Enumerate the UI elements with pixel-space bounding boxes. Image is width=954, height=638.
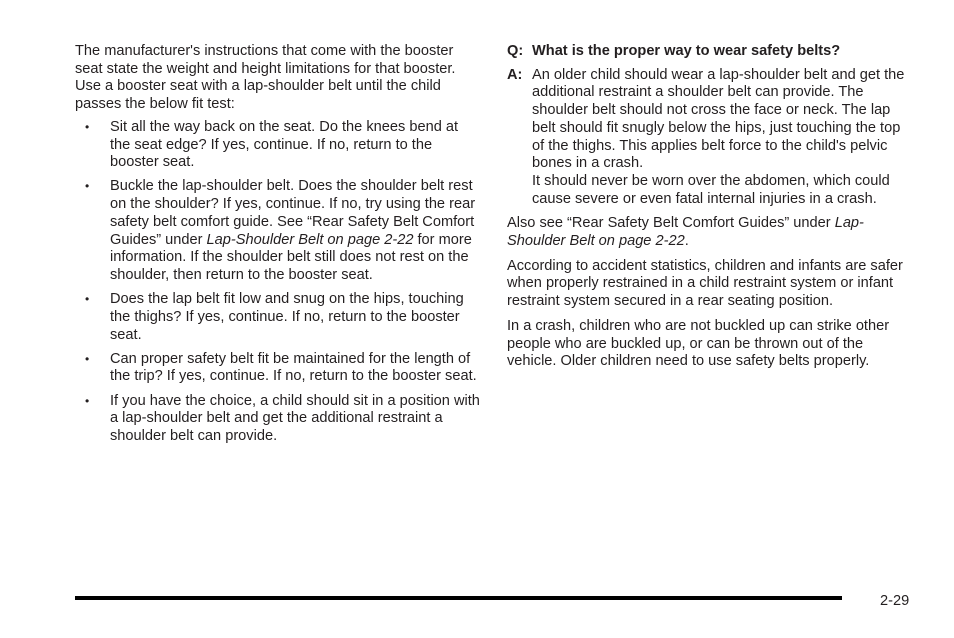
list-item [75,119,480,172]
list-item-text: for more information. If the shoulder belt still does not rest on the shoulder, then return to the booster seat. [110,231,472,283]
intro-paragraph: The manufacturer's instructions that come with the booster seat state the weight and height limitations for that booster. Use a booster seat with a lap-shoulder belt until the child passes the below fit test: [75,43,456,113]
answer-tag: A: [507,66,523,83]
list-item [75,393,480,446]
footer-rule [75,596,842,600]
left-column [75,43,480,452]
answer-paragraph: An older child should wear a lap-shoulder belt and get the additional restraint a shoulder belt can provide. The shoulder belt should not cross the face or neck. The lap belt should fit snugly below the hips, just touching the top of the thighs. This applies belt force to the child's pelvic bones in a crash. [532,66,905,172]
answer-paragraph: It should never be worn over the abdomen, which could cause severe or even fatal internal injuries in a crash. [532,172,890,207]
answer-row [507,67,907,209]
bullet-icon: • [85,393,90,408]
bullet-icon: • [85,351,90,366]
bullet-icon: • [85,292,90,307]
list-item [75,291,480,344]
list-item-text: If you have the choice, a child should sit in a position with a lap-shoulder belt and get the additional restraint a shoulder belt can provide. [110,392,480,445]
list-item-text: Buckle the lap-shoulder belt. Does the shoulder belt rest on the shoulder? If yes, continue. If no, try using the rear safety belt comfort guide. See “Rear Safety Belt Comfort Guides” under [110,178,476,248]
page-number: 2-29 [880,593,910,609]
statistics-paragraph: According to accident statistics, children and infants are safer when properly restrained in a child restraint system or infant restraint system secured in a rear seating position. [507,257,903,310]
question-tag: Q: [507,43,524,59]
question-row [507,43,907,61]
list-item [75,351,480,386]
crash-paragraph: In a crash, children who are not buckled up can strike other people who are buckled up, or can be thrown out of the vehicle. Older children need to use safety belts properly. [507,317,890,370]
list-item-text: Does the lap belt fit low and snug on the hips, touching the thighs? If yes, continue. If no, return to the booster seat. [110,291,464,343]
page-reference: Lap-Shoulder Belt on page 2-22 [507,215,864,250]
bullet-icon: • [85,179,90,194]
fit-test-list [75,119,480,446]
page-reference: Lap-Shoulder Belt on page 2-22 [206,231,414,248]
right-column [507,43,907,371]
list-item [75,178,480,284]
list-item-text: Can proper safety belt fit be maintained for the length of the trip? If yes, continue. If no, return to the booster seat. [110,350,477,385]
also-see-text: Also see “Rear Safety Belt Comfort Guides” under [507,215,835,232]
answer-body [532,67,907,209]
also-see-paragraph [507,215,907,250]
question-text: What is the proper way to wear safety belts? [532,43,841,59]
list-item-text: Sit all the way back on the seat. Do the knees bend at the seat edge? If yes, continue. If no, return to the booster seat. [110,118,459,171]
also-see-end: . [684,233,689,250]
bullet-icon: • [85,119,90,134]
